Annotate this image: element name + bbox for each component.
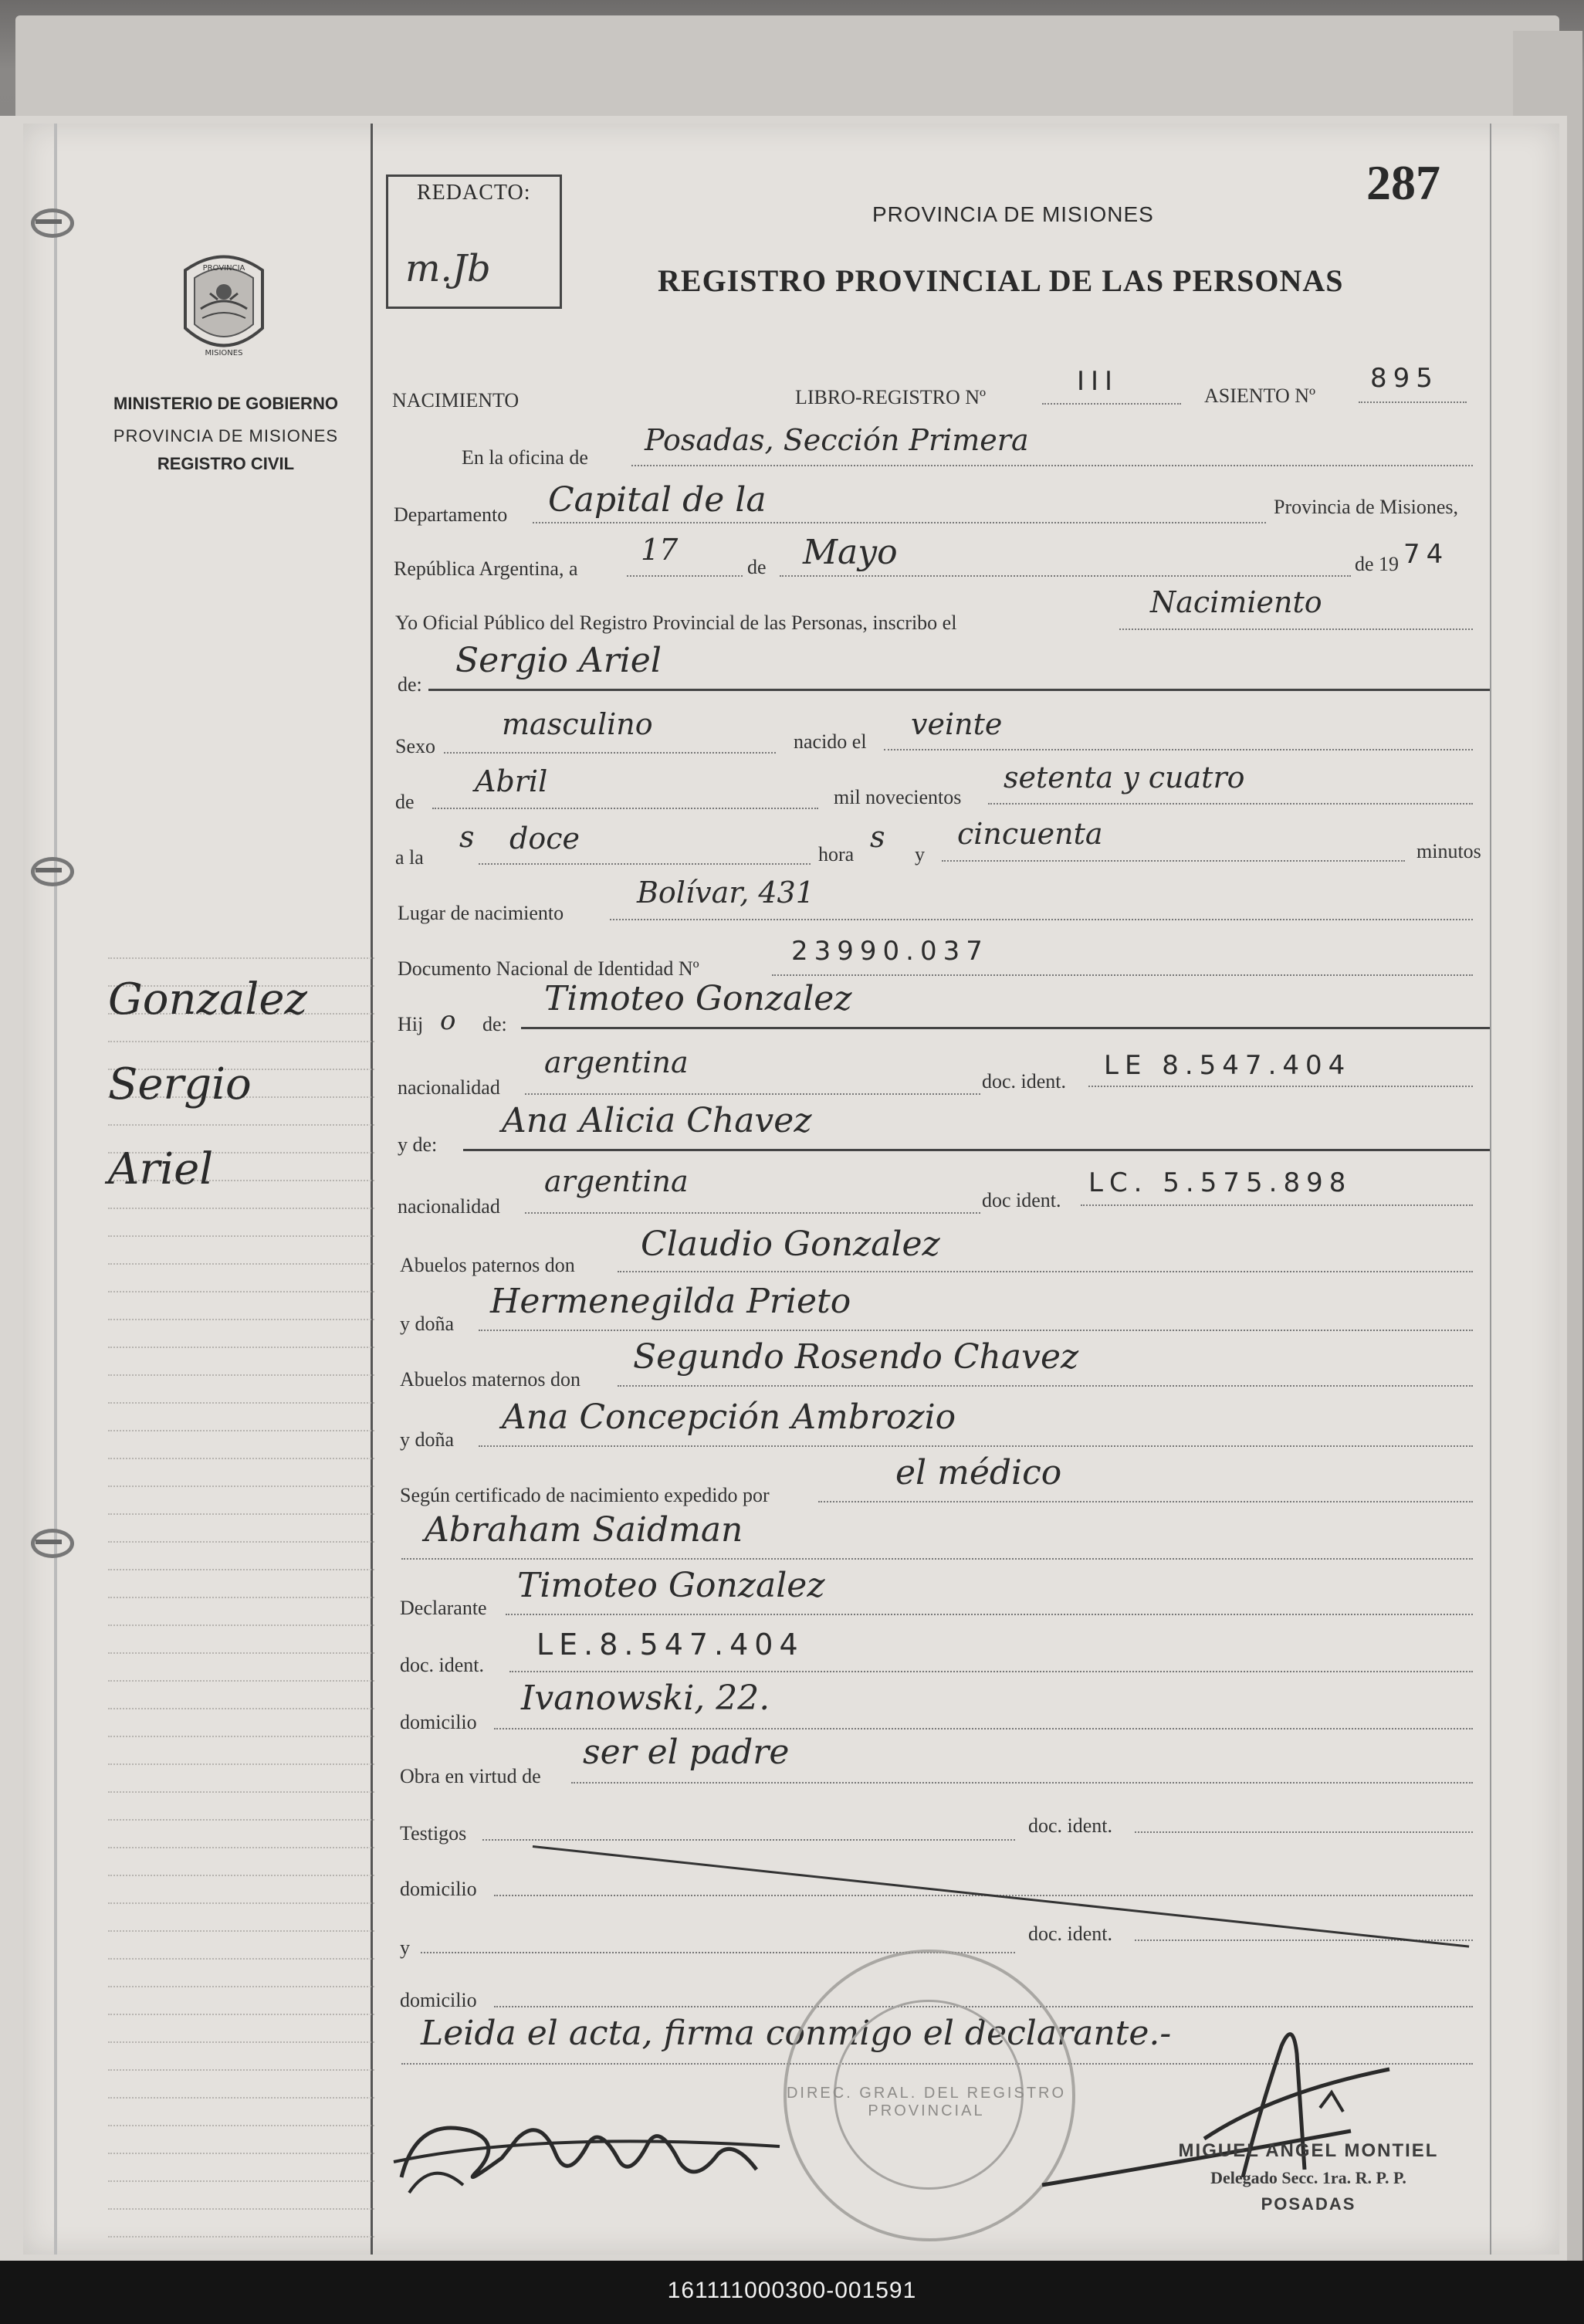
official-name: MIGUEL ANGEL MONTIEL: [1178, 2140, 1439, 2161]
y-minutos-label: y: [915, 843, 925, 866]
margin-rule: [108, 1819, 374, 1822]
margin-rule: [108, 1430, 374, 1433]
margin-rule: [108, 2069, 374, 2072]
margin-rule: [108, 1875, 374, 1878]
coat-of-arms-icon: [170, 247, 278, 371]
margin-rule: [108, 1291, 374, 1294]
seal-top-text: PROVINCIA: [202, 264, 245, 273]
mes-nac-line: [432, 808, 818, 809]
margin-rule: [108, 2041, 374, 2045]
asiento-value: 895: [1370, 363, 1439, 394]
nacido-value: veinte: [911, 707, 1003, 741]
nacido-label: nacido el: [794, 730, 867, 753]
ministry-line-2: PROVINCIA DE MISIONES: [113, 426, 339, 445]
obra-value: ser el padre: [583, 1733, 790, 1772]
nac-padre-value: argentina: [544, 1045, 689, 1079]
sexo-value: masculino: [502, 707, 653, 741]
official-title: Delegado Secc. 1ra. R. P. P.: [1210, 2168, 1406, 2187]
margin-first-name: Sergio: [108, 1059, 252, 1109]
margin-rule: [108, 1347, 374, 1350]
margin-rule: [108, 1902, 374, 1906]
abuela-mat-line: [479, 1445, 1473, 1447]
horas-plural: s: [870, 820, 885, 854]
closing-statement: Leida el acta, firma conmigo el declarante.-: [421, 2014, 1172, 2053]
horas-label: hora: [818, 843, 855, 866]
nac-madre-value: argentina: [544, 1164, 689, 1198]
anio-line: [988, 803, 1473, 805]
province-heading: PROVINCIA DE MISIONES: [872, 202, 1154, 226]
inscribo-line: [1119, 628, 1473, 630]
madre-value: Ana Alicia Chavez: [502, 1101, 812, 1140]
mes-nac-prefix: de: [395, 791, 415, 813]
margin-rule: [108, 1208, 374, 1211]
margin-rule: [108, 1458, 374, 1461]
doc-testigo1-label: doc. ident.: [1028, 1814, 1113, 1837]
page-number: 287: [1366, 155, 1440, 210]
medico-value: Abraham Saidman: [425, 1510, 743, 1550]
margin-rule: [108, 1402, 374, 1405]
doc-declarante-label: doc. ident.: [400, 1654, 485, 1676]
minutos-value: cincuenta: [957, 817, 1103, 851]
margin-rule: [108, 1541, 374, 1544]
dni-label: Documento Nacional de Identidad Nº: [398, 957, 699, 980]
underlying-page: [15, 15, 1559, 131]
margin-rule: [108, 1569, 374, 1572]
certificado-line: [818, 1501, 1473, 1502]
provincia-suffix: Provincia de Misiones,: [1274, 496, 1459, 518]
margin-rule: [108, 1124, 374, 1127]
hijo-label: Hij: [398, 1013, 424, 1035]
margin-surname: Gonzalez: [108, 974, 307, 1025]
lugar-label: Lugar de nacimiento: [398, 902, 564, 924]
margin-rule: [108, 1486, 374, 1489]
domicilio-label: domicilio: [400, 1711, 477, 1733]
abuelos-paternos-label: Abuelos paternos don: [400, 1254, 575, 1276]
mes-line: [780, 575, 1351, 577]
abuela-materna-value: Ana Concepción Ambrozio: [502, 1397, 956, 1437]
margin-rule: [108, 1847, 374, 1850]
a-la-label: a la: [395, 846, 424, 869]
official-city: POSADAS: [1261, 2194, 1356, 2214]
margin-rule: [108, 1986, 374, 1989]
hora-value: doce: [509, 822, 580, 855]
document-code: 161111000300-001591: [667, 2278, 917, 2303]
margin-rule: [108, 1763, 374, 1767]
margin-rule: [108, 1652, 374, 1655]
margin-rule: [108, 1930, 374, 1933]
domicilio-value: Ivanowski, 22.: [521, 1679, 770, 1718]
sexo-line: [444, 752, 776, 754]
a-la-plural: s: [459, 820, 475, 854]
asiento-line: [1359, 401, 1467, 403]
nacido-line: [884, 749, 1473, 750]
ministry-line-1: MINISTERIO DE GOBIERNO: [113, 394, 338, 413]
dia-line: [627, 575, 743, 577]
margin-rule: [108, 2125, 374, 2128]
doc-testigo1-line: [1135, 1831, 1473, 1833]
hijo-de-label: de:: [482, 1013, 507, 1035]
margin-rule: [108, 2014, 374, 2017]
abuela-paterna-label: y doña: [400, 1313, 455, 1335]
testigos-label: Testigos: [400, 1822, 467, 1845]
dni-value: 23990.037: [791, 936, 989, 967]
margin-rule: [108, 1374, 374, 1377]
doc-madre-label: doc ident.: [982, 1189, 1061, 1211]
departamento-value: Capital de la: [548, 480, 767, 520]
margin-rule: [108, 2208, 374, 2211]
y-testigo2-label: y: [400, 1936, 410, 1959]
stamp-text: DIREC. GRAL. DEL REGISTRO PROVINCIAL: [786, 2085, 1067, 2119]
certificado-label: Según certificado de nacimiento expedido por: [400, 1484, 770, 1506]
doc-padre-label: doc. ident.: [982, 1070, 1067, 1093]
abuelo-paterno-value: Claudio Gonzalez: [641, 1225, 940, 1264]
margin-rule: [108, 1513, 374, 1516]
mil-label: mil novecientos: [834, 786, 962, 808]
libro-value: III: [1077, 366, 1119, 397]
redacto-initials: m.Jb: [405, 247, 491, 290]
dni-line: [772, 974, 1473, 976]
binder-ring-tick: [36, 868, 62, 872]
registry-heading: REGISTRO PROVINCIAL DE LAS PERSONAS: [658, 263, 1344, 298]
binder-ring-tick: [36, 219, 62, 224]
doc-madre-value: LC. 5.575.898: [1088, 1167, 1352, 1198]
lugar-value: Bolívar, 431: [637, 876, 814, 910]
doc-declarante-line: [509, 1671, 1473, 1672]
lugar-line: [610, 919, 1473, 920]
nac-padre-line: [525, 1093, 980, 1095]
abuelos-maternos-label: Abuelos maternos don: [400, 1368, 580, 1391]
binding-strip: [54, 124, 57, 2255]
yo-oficial-label: Yo Oficial Público del Registro Provincial de las Personas, inscribo el: [395, 611, 957, 634]
oficina-value: Posadas, Sección Primera: [645, 423, 1029, 457]
declarante-value: Timoteo Gonzalez: [517, 1566, 825, 1605]
declarante-line: [506, 1614, 1473, 1615]
abuelo-pat-line: [618, 1271, 1473, 1272]
name-prefix-label: de:: [398, 673, 422, 696]
abuelo-mat-line: [618, 1385, 1473, 1387]
mes-value: Mayo: [803, 533, 898, 572]
oficina-label: En la oficina de: [462, 446, 588, 469]
testigos-line: [482, 1839, 1015, 1841]
redacto-label: REDACTO:: [417, 181, 531, 205]
ministry-line-3: REGISTRO CIVIL: [157, 454, 295, 473]
padre-line: [521, 1027, 1490, 1029]
abuela-paterna-value: Hermenegilda Prieto: [490, 1282, 851, 1321]
asiento-label: ASIENTO Nº: [1204, 385, 1316, 407]
hijo-suffix: o: [440, 1005, 456, 1036]
margin-rule: [108, 957, 374, 960]
margin-rule: [108, 1263, 374, 1266]
margin-line: [371, 124, 373, 2255]
libro-label: LIBRO-REGISTRO Nº: [795, 386, 987, 408]
domicilio-testigo2-label: domicilio: [400, 1989, 477, 2011]
child-name-value: Sergio Ariel: [455, 641, 662, 680]
declarant-signature: [386, 2085, 787, 2208]
margin-rule: [108, 2097, 374, 2100]
obra-label: Obra en virtud de: [400, 1765, 541, 1787]
doc-testigo2-label: doc. ident.: [1028, 1923, 1113, 1945]
margin-rule: [108, 1041, 374, 1044]
margin-rule: [108, 1791, 374, 1794]
departamento-label: Departamento: [394, 503, 508, 526]
doc-declarante-value: LE.8.547.404: [536, 1628, 804, 1662]
margin-rule: [108, 1680, 374, 1683]
de-mes-label: de: [747, 556, 767, 578]
name-line: [428, 689, 1490, 691]
declarante-label: Declarante: [400, 1597, 487, 1619]
anio-value: setenta y cuatro: [1004, 761, 1245, 794]
margin-rule: [108, 1319, 374, 1322]
minutos-line: [942, 860, 1405, 862]
record-type-label: NACIMIENTO: [392, 389, 520, 412]
binder-ring-tick: [36, 1540, 62, 1544]
year-value: 74: [1403, 539, 1450, 570]
margin-rule: [108, 1624, 374, 1628]
inscribo-value: Nacimiento: [1150, 585, 1322, 619]
madre-prefix-label: y de:: [398, 1133, 438, 1156]
dia-value: 17: [641, 533, 679, 567]
departamento-line: [533, 522, 1266, 523]
margin-rule: [108, 1736, 374, 1739]
republica-label: República Argentina, a: [394, 557, 578, 580]
abuelo-materno-value: Segundo Rosendo Chavez: [633, 1337, 1079, 1377]
doc-padre-value: LE 8.547.404: [1104, 1050, 1352, 1081]
domicilio-testigo1-label: domicilio: [400, 1878, 477, 1900]
margin-rule: [108, 2236, 374, 2239]
doc-padre-line: [1088, 1086, 1473, 1087]
nac-madre-line: [525, 1212, 980, 1214]
nacionalidad-madre-label: nacionalidad: [398, 1195, 500, 1218]
margin-rule: [108, 2180, 374, 2183]
seal-bottom-text: MISIONES: [205, 349, 243, 357]
domicilio-line: [494, 1728, 1473, 1729]
margin-rule: [108, 1597, 374, 1600]
madre-line: [463, 1149, 1490, 1151]
margin-second-name: Ariel: [108, 1144, 214, 1194]
nacionalidad-padre-label: nacionalidad: [398, 1076, 500, 1099]
hora-line: [479, 863, 811, 865]
margin-rule: [108, 1958, 374, 1961]
libro-line: [1042, 403, 1181, 405]
margin-rule: [108, 2153, 374, 2156]
abuela-materna-label: y doña: [400, 1428, 455, 1451]
oficina-line: [631, 465, 1473, 466]
minutos-label: minutos: [1416, 840, 1481, 862]
mes-nac-value: Abril: [475, 764, 548, 798]
medico-line: [401, 1558, 1473, 1560]
margin-rule: [108, 1235, 374, 1238]
padre-value: Timoteo Gonzalez: [544, 979, 852, 1018]
right-border: [1490, 124, 1491, 2255]
abuela-pat-line: [479, 1330, 1473, 1331]
certificado-value: el médico: [895, 1453, 1062, 1492]
doc-madre-line: [1081, 1204, 1473, 1206]
obra-line: [571, 1782, 1473, 1784]
year-prefix-label: de 19: [1355, 553, 1400, 575]
margin-rule: [108, 1708, 374, 1711]
sexo-label: Sexo: [395, 735, 435, 757]
